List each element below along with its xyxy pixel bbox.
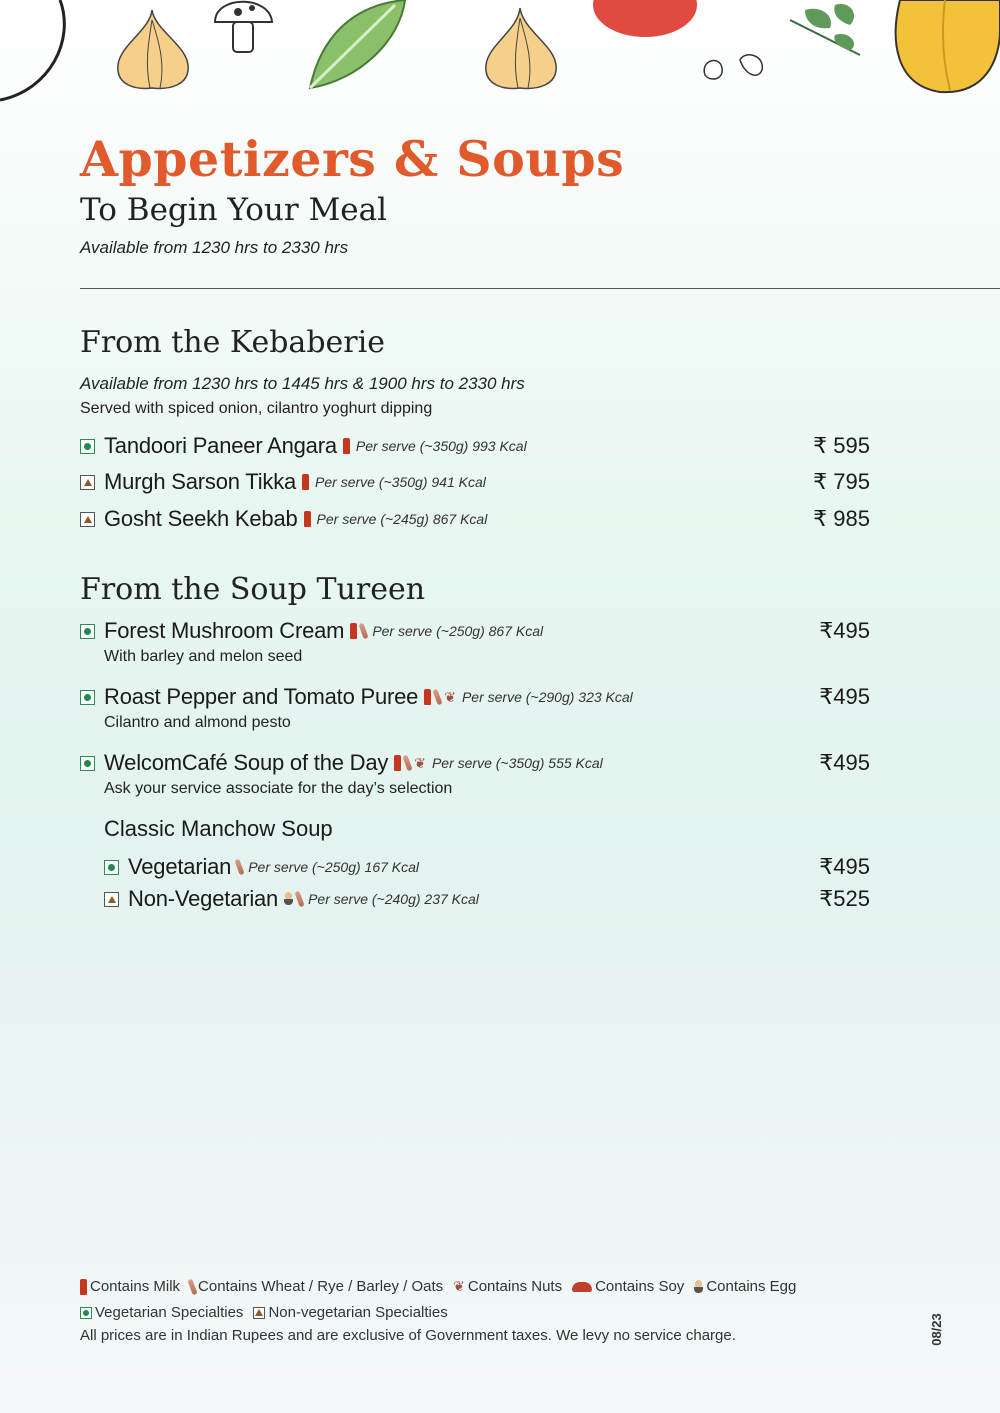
wheat-icon (403, 755, 413, 772)
legend-milk: Contains Milk (90, 1278, 181, 1295)
dish-name: Vegetarian (128, 854, 232, 879)
page-title: Appetizers & Soups (80, 130, 625, 188)
milk-icon (343, 438, 350, 454)
veg-mark-icon (80, 690, 95, 705)
legend-nonveg: Non-vegetarian Specialties (268, 1304, 448, 1321)
menu-item (80, 467, 870, 497)
dish-price: ₹495 (819, 750, 870, 775)
wheat-icon (235, 859, 245, 876)
dish-serve-info: Per serve (~350g) 993 Kcal (355, 438, 527, 454)
section-title-soup: From the Soup Tureen (80, 572, 426, 607)
menu-item (80, 748, 870, 778)
dish-name: Murgh Sarson Tikka (104, 469, 297, 494)
veg-mark-icon (80, 624, 95, 639)
dish-name: Tandoori Paneer Angara (104, 433, 337, 458)
kebaberie-availability: Available from 1230 hrs to 1445 hrs & 1900 hrs to 2330 hrs (80, 374, 525, 393)
wheat-icon (359, 623, 369, 640)
dish-price: ₹525 (819, 886, 870, 911)
page-subtitle: To Begin Your Meal (80, 192, 388, 228)
wheat-icon (187, 1278, 197, 1295)
menu-item (80, 682, 870, 712)
veg-mark-icon (80, 1307, 92, 1319)
soy-icon (572, 1282, 592, 1292)
milk-icon (304, 511, 311, 527)
nuts-icon: ❦ (444, 688, 456, 705)
nuts-icon: ❦ (414, 754, 426, 771)
nonveg-mark-icon (253, 1307, 265, 1319)
milk-icon (394, 755, 401, 771)
dish-serve-info: Per serve (~290g) 323 Kcal (461, 689, 633, 705)
milk-icon (80, 1279, 87, 1295)
dish-serve-info: Per serve (~350g) 555 Kcal (431, 755, 603, 771)
menu-item (104, 852, 870, 882)
dish-serve-info: Per serve (~350g) 941 Kcal (315, 474, 486, 490)
dish-serve-info: Per serve (~250g) 867 Kcal (372, 623, 544, 639)
chili-outline-icon (0, 0, 64, 100)
menu-item (80, 616, 870, 646)
wheat-icon (433, 689, 443, 706)
dish-serve-info: Per serve (~245g) 867 Kcal (316, 511, 488, 527)
nonveg-mark-icon (80, 512, 95, 527)
menu-item (80, 431, 870, 461)
dish-name: Roast Pepper and Tomato Puree (104, 684, 419, 709)
page-availability: Available from 1230 hrs to 2330 hrs (80, 238, 349, 257)
menu-item (80, 504, 870, 534)
dish-price: ₹495 (819, 684, 870, 709)
dish-serve-info: Per serve (~250g) 167 Kcal (248, 859, 420, 875)
section-title-kebaberie: From the Kebaberie (80, 325, 385, 360)
nonveg-mark-icon (104, 892, 119, 907)
legend-nuts: Contains Nuts (467, 1278, 563, 1295)
garlic-icon-2 (486, 8, 556, 88)
price-footnote: All prices are in Indian Rupees and are exclusive of Government taxes. We levy no service charge. (80, 1327, 736, 1344)
dish-serve-info: Per serve (~240g) 237 Kcal (308, 891, 479, 907)
legend-soy: Contains Soy (595, 1278, 685, 1295)
page-code: 08/23 (928, 1313, 944, 1346)
cashew-icon (704, 55, 762, 79)
egg-icon (284, 892, 293, 906)
manchow-subheading: Classic Manchow Soup (104, 816, 333, 841)
dish-name: WelcomCafé Soup of the Day (104, 750, 389, 775)
nuts-icon: ❦ (453, 1278, 465, 1294)
menu-item (104, 884, 870, 914)
dish-price: ₹ 985 (813, 506, 870, 531)
legend-egg: Contains Egg (706, 1278, 797, 1295)
mushroom-icon (215, 2, 272, 52)
page-header (80, 128, 940, 258)
allergen-legend (80, 1278, 806, 1295)
herb-sprig-icon (790, 4, 860, 55)
nonveg-mark-icon (80, 475, 95, 490)
dish-price: ₹ 595 (813, 433, 870, 458)
dish-description: With barley and melon seed (104, 648, 303, 665)
milk-icon (424, 689, 431, 705)
dish-description: Ask your service associate for the day’s selection (104, 780, 453, 797)
egg-icon (694, 1280, 703, 1294)
wheat-icon (295, 891, 305, 908)
dish-name: Gosht Seekh Kebab (104, 506, 298, 531)
veg-mark-icon (80, 756, 95, 771)
yellow-pepper-icon (896, 0, 1000, 92)
legend-veg: Vegetarian Specialties (95, 1304, 244, 1321)
dish-name: Forest Mushroom Cream (104, 618, 345, 643)
dish-price: ₹495 (819, 618, 870, 643)
dish-price: ₹ 795 (813, 469, 870, 494)
dish-price: ₹495 (819, 854, 870, 879)
milk-icon (302, 474, 309, 490)
vegetable-illustration-banner (0, 0, 1000, 110)
diet-legend (80, 1304, 458, 1321)
kebaberie-note: Served with spiced onion, cilantro yoghurt dipping (80, 400, 433, 417)
header-divider (80, 288, 1000, 289)
veg-mark-icon (104, 860, 119, 875)
dish-description: Cilantro and almond pesto (104, 714, 291, 731)
garlic-icon-1 (118, 10, 188, 88)
tomato-icon (593, 0, 697, 37)
legend-wheat: Contains Wheat / Rye / Barley / Oats (198, 1278, 444, 1295)
lettuce-leaf-icon (310, 0, 405, 88)
milk-icon (350, 623, 357, 639)
dish-name: Non-Vegetarian (128, 886, 279, 911)
veg-mark-icon (80, 439, 95, 454)
